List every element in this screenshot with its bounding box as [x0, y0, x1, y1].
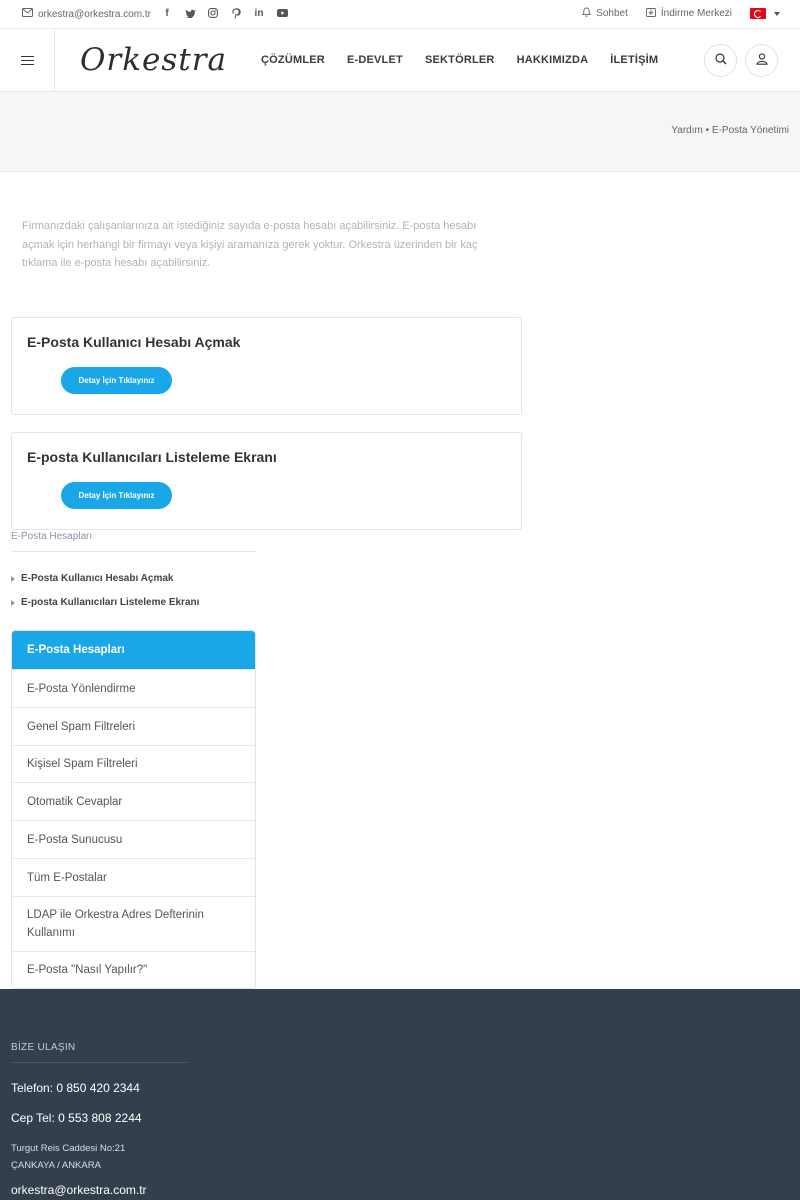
- caret-right-icon: [11, 576, 15, 582]
- breadcrumb-current: E-Posta Yönetimi: [711, 125, 789, 136]
- help-card: [11, 432, 522, 530]
- sidebar-sub-link-label: E-posta Kullanıcıları Listeleme Ekranı: [21, 597, 200, 608]
- nav-item-cozumler[interactable]: ÇÖZÜMLER: [261, 54, 325, 66]
- sidebar-sub-link[interactable]: [11, 571, 199, 586]
- caret-right-icon: [11, 600, 15, 606]
- nav-item-sektorler[interactable]: SEKTÖRLER: [424, 54, 495, 66]
- breadcrumb-home[interactable]: Yardım: [671, 125, 703, 136]
- sidebar-sub-links: [11, 571, 199, 619]
- hamburger-icon: [21, 60, 34, 62]
- facebook-icon[interactable]: f: [165, 7, 169, 19]
- menu-item-e-posta-hesaplari[interactable]: E-Posta Hesapları: [12, 631, 255, 669]
- footer-contact-heading: BİZE ULAŞIN: [11, 1042, 188, 1063]
- download-center-link[interactable]: [646, 7, 732, 20]
- instagram-icon[interactable]: [207, 7, 219, 19]
- download-center-label: İndirme Merkezi: [660, 8, 732, 19]
- sidebar-sub-link-label: E-Posta Kullanıcı Hesabı Açmak: [21, 573, 174, 584]
- detail-button[interactable]: Detay İçin Tıklayınız: [61, 482, 172, 509]
- help-card-title: E-posta Kullanıcıları Listeleme Ekranı: [27, 449, 277, 465]
- breadcrumb: [671, 125, 789, 136]
- menu-item-e-posta-sunucusu[interactable]: E-Posta Sunucusu: [12, 820, 255, 858]
- top-bar: [0, 0, 800, 29]
- main-header: [0, 30, 800, 92]
- help-card: [11, 317, 522, 415]
- nav-item-iletisim[interactable]: İLETİŞİM: [610, 54, 659, 66]
- hamburger-menu-button[interactable]: [0, 30, 55, 91]
- footer-phone[interactable]: Telefon: 0 850 420 2344: [11, 1081, 140, 1095]
- caret-down-icon: [774, 12, 780, 16]
- menu-item-kisisel-spam-filtreleri[interactable]: Kişisel Spam Filtreleri: [12, 745, 255, 782]
- menu-item-tum-e-postalar[interactable]: Tüm E-Postalar: [12, 858, 255, 896]
- chat-label: Sohbet: [596, 8, 628, 19]
- nav-item-hakkimizda[interactable]: HAKKIMIZDA: [516, 54, 589, 66]
- topbar-email-text: orkestra@orkestra.com.tr: [38, 8, 151, 20]
- account-button[interactable]: [745, 44, 778, 77]
- search-button[interactable]: [704, 44, 737, 77]
- bell-icon: [582, 7, 591, 20]
- footer-mobile[interactable]: Cep Tel: 0 553 808 2244: [11, 1111, 142, 1125]
- nav-item-e-devlet[interactable]: E-DEVLET: [346, 54, 403, 66]
- main-nav: [261, 54, 658, 66]
- social-links: [161, 7, 288, 19]
- footer-email[interactable]: orkestra@orkestra.com.tr: [11, 1183, 147, 1197]
- turkey-flag-icon: [750, 8, 766, 19]
- category-menu: [11, 630, 256, 989]
- search-icon: [715, 52, 727, 70]
- pinterest-icon[interactable]: [230, 7, 242, 19]
- menu-item-genel-spam-filtreleri[interactable]: Genel Spam Filtreleri: [12, 707, 255, 745]
- twitter-icon[interactable]: [184, 7, 196, 19]
- menu-item-e-posta-yonlendirme[interactable]: E-Posta Yönlendirme: [12, 669, 255, 707]
- help-card-title: E-Posta Kullanıcı Hesabı Açmak: [27, 334, 241, 350]
- footer-address: [11, 1140, 125, 1174]
- footer-address-line2: ÇANKAYA / ANKARA: [11, 1160, 101, 1171]
- linkedin-icon[interactable]: in: [254, 7, 264, 19]
- menu-item-ldap-adres-defteri[interactable]: LDAP ile Orkestra Adres Defterinin Kullanımı: [12, 896, 255, 951]
- breadcrumb-separator: •: [705, 125, 710, 136]
- topbar-right: [582, 7, 780, 20]
- sidebar-sub-link[interactable]: [11, 595, 199, 610]
- download-icon: [646, 7, 656, 20]
- language-selector[interactable]: [750, 8, 780, 19]
- sidebar-heading: E-Posta Hesapları: [11, 531, 256, 552]
- footer: [0, 989, 800, 1200]
- detail-button[interactable]: Detay İçin Tıklayınız: [61, 367, 172, 394]
- chat-link[interactable]: [582, 7, 628, 20]
- topbar-email-link[interactable]: [22, 8, 151, 20]
- youtube-icon[interactable]: [276, 7, 288, 19]
- envelope-icon: [22, 8, 33, 20]
- page-title-band: [0, 92, 800, 172]
- menu-item-otomatik-cevaplar[interactable]: Otomatik Cevaplar: [12, 782, 255, 820]
- footer-address-line1: Turgut Reis Caddesi No:21: [11, 1143, 126, 1154]
- user-icon: [756, 52, 768, 70]
- menu-item-nasil-yapilir[interactable]: E-Posta "Nasıl Yapılır?": [12, 951, 255, 988]
- intro-text: Firmanızdaki çalışanlarınıza ait istediğiniz sayıda e-posta hesabı açabilirsiniz. E-posta hesabı açmak için herhangi bir firmayı veya kişiyi aramanıza gerek yoktur. Orkestra üzerinden bir kaç tıklama ile e-posta hesabı açabilirsiniz.: [22, 220, 478, 269]
- site-logo[interactable]: Orkestra: [80, 42, 228, 78]
